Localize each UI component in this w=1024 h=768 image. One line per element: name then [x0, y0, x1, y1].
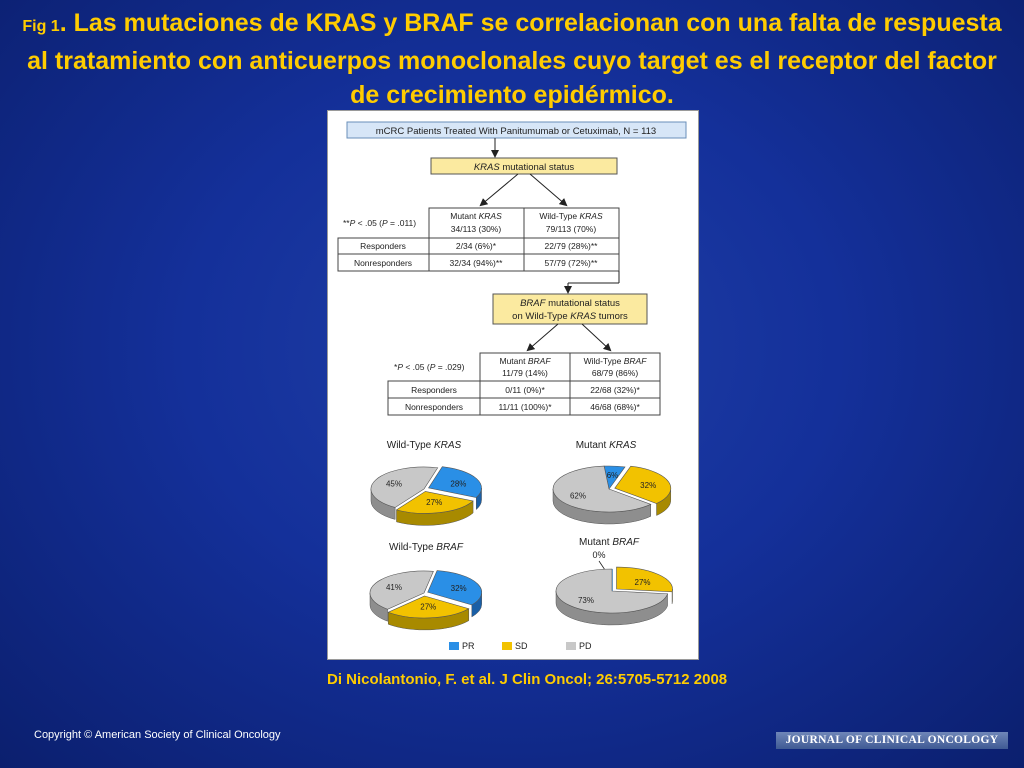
pie-label-mut-kras-sd: 32% [640, 481, 657, 491]
pie-label-wt-braf-pd: 41% [385, 582, 402, 592]
legend [449, 641, 592, 651]
pie-title-mut-braf: Mutant BRAF [578, 537, 640, 548]
journal-logo: JOURNAL OF CLINICAL ONCOLOGY [776, 732, 1008, 749]
braf-row-responders-wildtype: 22/68 (32%)* [590, 385, 640, 395]
legend-label-sd: SD [515, 641, 528, 651]
pie-title-mut-kras: Mutant KRAS [575, 440, 637, 451]
cohort-header-text: mCRC Patients Treated With Panitumumab or Cetuximab, N = 113 [375, 126, 657, 137]
braf-pvalue: *P < .05 (P = .029) [394, 362, 465, 372]
kras-row-nonresponders-wildtype: 57/79 (72%)** [544, 258, 598, 268]
braf-row-responders-mutant: 0/11 (0%)* [505, 385, 545, 395]
pie-label-wt-kras-sd: 27% [426, 498, 443, 508]
pie-label-mut-braf-pd: 73% [577, 596, 594, 606]
kras-row-responders-wildtype: 22/79 (28%)** [544, 241, 598, 251]
legend-swatch-sd [502, 642, 512, 650]
kras-col-wildtype-line2: 79/113 (70%) [545, 224, 597, 234]
kras-row-nonresponders-label: Nonresponders [353, 258, 413, 268]
kras-pvalue: **P < .05 (P = .011) [343, 218, 417, 228]
braf-row-nonresponders-mutant: 11/11 (100%)* [498, 402, 552, 412]
kras-row-responders-mutant: 2/34 (6%)* [455, 241, 497, 251]
pie-label-mut-braf-sd: 27% [634, 577, 651, 587]
slide-title-text: . Las mutaciones de KRAS y BRAF se correlacionan con una falta de respuesta al tratamiento con anticuerpos monoclonales cuyo target es el receptor del factor de crecimiento epidérmico. [27, 9, 1002, 109]
figure-label: Fig 1 [22, 18, 60, 35]
arrow-kras-left [481, 174, 518, 205]
braf-status-line2: on Wild-Type KRAS tumors [512, 311, 628, 322]
pie-label-mut-kras-pr: 6% [606, 470, 619, 480]
copyright-notice: Copyright © American Society of Clinical Oncology [34, 729, 281, 741]
braf-col-mutant-line1: Mutant BRAF [499, 356, 551, 366]
pie-title-mut-braf-zero-label: 0% [592, 550, 606, 560]
kras-col-wildtype-line1: Wild-Type KRAS [539, 211, 603, 221]
pie-label-mut-kras-pd: 62% [569, 491, 586, 501]
braf-col-mutant-line2: 11/79 (14%) [502, 368, 548, 378]
braf-status-line1: BRAF mutational status [520, 298, 620, 309]
braf-row-nonresponders-wildtype: 46/68 (68%)* [590, 402, 640, 412]
legend-swatch-pd [566, 642, 576, 650]
arrow-kras-right [530, 174, 566, 205]
kras-status-text: KRAS mutational status [473, 162, 575, 173]
legend-label-pr: PR [462, 641, 475, 651]
pie-title-wt-kras: Wild-Type KRAS [386, 440, 462, 451]
braf-row-nonresponders-label: Nonresponders [404, 402, 464, 412]
pie-wt-braf [370, 571, 482, 630]
pie-mut-kras [553, 466, 671, 524]
arrow-braf-right [582, 324, 610, 350]
pie-label-wt-kras-pr: 28% [450, 479, 467, 489]
citation: Di Nicolantonio, F. et al. J Clin Oncol; 26:5705-5712 2008 [327, 671, 728, 688]
braf-col-wildtype-line2: 68/79 (86%) [591, 368, 639, 378]
kras-row-nonresponders-mutant: 32/34 (94%)** [449, 258, 503, 268]
pie-label-wt-kras-pd: 45% [385, 479, 402, 489]
pie-title-wt-braf: Wild-Type BRAF [389, 542, 463, 553]
figure-diagram [328, 111, 698, 659]
figure-panel [327, 110, 699, 660]
legend-label-pd: PD [579, 641, 592, 651]
pie-mut-braf [556, 567, 673, 625]
slide-title [10, 6, 1014, 112]
pie-wt-kras [371, 467, 482, 526]
kras-row-responders-label: Responders [360, 241, 406, 251]
pie-label-wt-braf-sd: 27% [420, 602, 437, 612]
braf-col-wildtype-line1: Wild-Type BRAF [583, 356, 647, 366]
legend-swatch-pr [449, 642, 459, 650]
arrow-braf-left [528, 324, 558, 350]
kras-col-mutant-line1: Mutant KRAS [450, 211, 502, 221]
pie-label-wt-braf-pr: 32% [450, 583, 467, 593]
kras-col-mutant-line2: 34/113 (30%) [450, 224, 502, 234]
braf-row-responders-label: Responders [411, 385, 457, 395]
